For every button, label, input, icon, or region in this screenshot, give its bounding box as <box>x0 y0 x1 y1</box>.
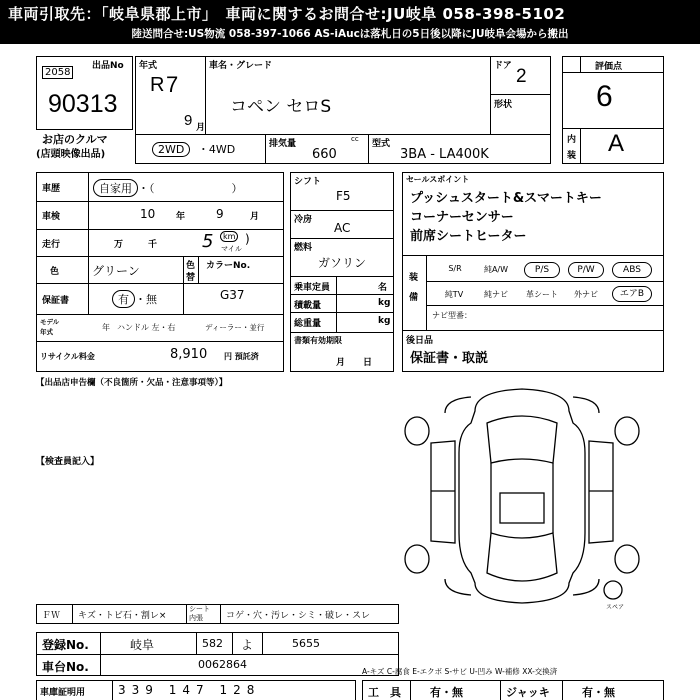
recycle-value: 8,910 <box>170 347 208 362</box>
equip-tv: 純TV <box>444 290 464 299</box>
fw-label: ＦＷ <box>42 611 61 621</box>
door-label: ドア <box>494 61 512 71</box>
equip-pw: P/W <box>568 262 604 278</box>
inspection-month: 9 <box>216 207 224 221</box>
equip-ext-navi: 外ナビ <box>574 290 598 299</box>
navi-model: ナビ型番： <box>432 311 472 320</box>
aftercare-value: 保証書・取説 <box>410 351 489 366</box>
interior-label2: 装 <box>567 151 577 161</box>
weight-unit: kg <box>378 316 391 326</box>
model-year-handle: ハンドル 左・右 <box>117 323 176 332</box>
inspection-label: 車検 <box>42 212 61 222</box>
cert-digits <box>118 683 260 697</box>
displacement-value: 660 <box>312 147 337 162</box>
cert-digit: 7 <box>196 683 210 697</box>
equip-leather: 革シート <box>526 290 558 299</box>
left-grid <box>36 172 284 372</box>
equip-abs: ABS <box>612 262 652 278</box>
declaration-label: 【出品店申告欄（不良箇所・欠品・注意事項等）】 <box>36 378 228 388</box>
cert-digit: 1 <box>168 683 183 697</box>
chassis-label: 車台No. <box>42 660 89 674</box>
mileage-unit: km <box>220 231 238 242</box>
spare-label: スペア <box>606 604 625 611</box>
fw-seat-text: コゲ・穴・汚レ・シミ・破レ・スレ <box>226 611 371 621</box>
colorno-value: G37 <box>220 288 245 302</box>
registration-num1: 582 <box>202 637 223 650</box>
shop-line1: お店のクルマ <box>42 133 108 146</box>
expiry-unit: 月 日 <box>336 358 373 368</box>
year-era: R <box>150 74 165 96</box>
selling-point-2: コーナーセンサー <box>410 210 514 225</box>
model-year-label2: 年式 <box>40 328 53 336</box>
recycle-label: リサイクル料金 <box>40 352 95 361</box>
history-value: 自家用 <box>93 179 138 197</box>
lot-stamp: 2058 <box>42 66 73 79</box>
shift-value: F5 <box>336 189 351 203</box>
inspection-month-unit: 月 <box>250 212 260 222</box>
year-month-unit: 月 <box>196 123 206 133</box>
cert-digit: 3 <box>118 683 132 697</box>
capacity-unit: 名 <box>378 283 388 293</box>
equipment-label1: 装 <box>409 273 419 283</box>
drive-options: 2WD ・4WD <box>152 141 235 157</box>
registration-num2: 5655 <box>292 637 320 650</box>
name-label: 車名・グレード <box>209 61 273 71</box>
inspection-year: 10 <box>140 207 156 221</box>
fuel-label: 燃料 <box>294 243 313 253</box>
warranty-label: 保証書 <box>42 296 70 306</box>
color-change2: 替 <box>186 273 196 283</box>
shop-line2: (店頭映像出品) <box>36 149 106 160</box>
load-unit: kg <box>378 298 391 308</box>
header-bar <box>0 0 700 44</box>
year-value: 7 <box>166 72 179 97</box>
shape-label: 形状 <box>494 100 513 110</box>
jack-value: 有・無 <box>582 686 615 699</box>
selling-point-3: 前席シートヒーター <box>410 229 527 244</box>
mileage-value: 5 <box>202 231 214 252</box>
lot-label: 出品No <box>92 61 124 71</box>
cert-digit: 8 <box>246 683 261 697</box>
door-value: 2 <box>516 66 527 87</box>
model-year-year: 年 <box>102 323 110 332</box>
model-year-dealer: ディーラー・並行 <box>205 323 265 332</box>
header-line2: 陸送問合せ:US物流 058-397-1066 AS-iAucは落札日の5日後以降にJU岐阜会場から搬出 <box>131 28 569 40</box>
interior-label1: 内 <box>567 135 577 145</box>
mileage-paren: ) <box>245 232 250 246</box>
equip-ps: P/S <box>524 262 560 278</box>
chassis-value: 0062864 <box>198 658 247 671</box>
cert-label: 車庫証明用 <box>40 688 86 698</box>
warranty-value <box>112 290 157 308</box>
cert-digit: 4 <box>182 683 197 697</box>
color-value: グリーン <box>92 264 140 278</box>
cert-digit: 3 <box>131 683 146 697</box>
equipment-label2: 備 <box>409 293 419 303</box>
history-label: 車歴 <box>42 184 61 194</box>
registration-label: 登録No. <box>42 638 89 652</box>
registration-place: 岐阜 <box>130 638 155 652</box>
inspection-year-unit: 年 <box>176 212 186 222</box>
drive-2wd: 2WD <box>152 142 190 157</box>
score-value: 6 <box>596 80 613 113</box>
load-label: 積載量 <box>294 301 322 311</box>
model-label: 型式 <box>372 139 391 149</box>
lot-number: 90313 <box>48 90 118 118</box>
fw-seat: シート <box>189 605 210 613</box>
selling-point-1: プッシュスタート&スマートキー <box>410 191 602 206</box>
shift-label: シフト <box>294 177 322 187</box>
fuel-value: ガソリン <box>318 256 367 270</box>
model-value: 3BA - LA400K <box>400 147 489 162</box>
tools-value: 有・無 <box>430 686 463 699</box>
warranty-no: ・無 <box>135 293 157 306</box>
damage-legend: A-キズ C-腐食 E-エクボ S-サビ U-凹み W-補修 XX-交換済 <box>362 667 558 676</box>
mileage-label: 走行 <box>42 240 61 250</box>
mileage-unit2: マイル <box>221 245 242 253</box>
cert-digit: 2 <box>233 683 247 697</box>
history-value-wrap <box>93 179 243 197</box>
header-line1: 車両引取先：「岐阜県郡上市」 車両に関するお問合せ:JU岐阜 058-398-5102 <box>8 5 566 23</box>
warranty-yes: 有 <box>112 290 135 308</box>
cert-digit: 9 <box>145 683 159 697</box>
equip-airbag: エアB <box>612 286 652 302</box>
colorno-label: カラーNo. <box>206 261 251 271</box>
jack-label: ジャッキ <box>506 686 550 699</box>
vehicle-name: コペン セロS <box>230 97 332 117</box>
expiry-label: 書類有効期限 <box>294 336 342 345</box>
selling-points-label: セールスポイント <box>406 175 470 184</box>
aircon-label: 冷房 <box>294 215 313 225</box>
color-change1: 色 <box>186 261 196 271</box>
displacement-label: 排気量 <box>269 139 297 149</box>
equip-alloy: 純A/W <box>483 265 509 274</box>
fw-text: キズ・トビ石・割レ× <box>78 611 167 621</box>
mileage-man: 万 <box>114 240 124 250</box>
aftercare-label: 後日品 <box>406 336 434 346</box>
drive-4wd: 4WD <box>208 143 236 156</box>
cert-digit: 1 <box>219 683 234 697</box>
equip-sr: S/R <box>448 264 462 273</box>
weight-label: 総重量 <box>294 319 322 329</box>
registration-kana: よ <box>241 638 254 652</box>
aircon-value: AC <box>334 221 351 235</box>
fw-seat2: 内張 <box>189 614 203 622</box>
tools-label: 工 具 <box>368 686 401 699</box>
history-rest: ・（ ） <box>138 182 243 195</box>
score-label: 評価点 <box>595 62 623 72</box>
color-label: 色 <box>50 267 60 277</box>
displacement-unit: cc <box>351 135 359 143</box>
recycle-unit: 円 預託済 <box>224 352 259 361</box>
interior-value: A <box>608 130 625 157</box>
mileage-sen: 千 <box>148 240 158 250</box>
year-label: 年式 <box>139 61 158 71</box>
capacity-label: 乗車定員 <box>294 283 331 293</box>
model-year-label1: モデル <box>40 318 60 326</box>
inspector-label: 【検査員記入】 <box>36 457 100 467</box>
car-diagram <box>395 383 650 608</box>
year-month: 9 <box>184 112 193 129</box>
equip-navi: 純ナビ <box>484 290 508 299</box>
